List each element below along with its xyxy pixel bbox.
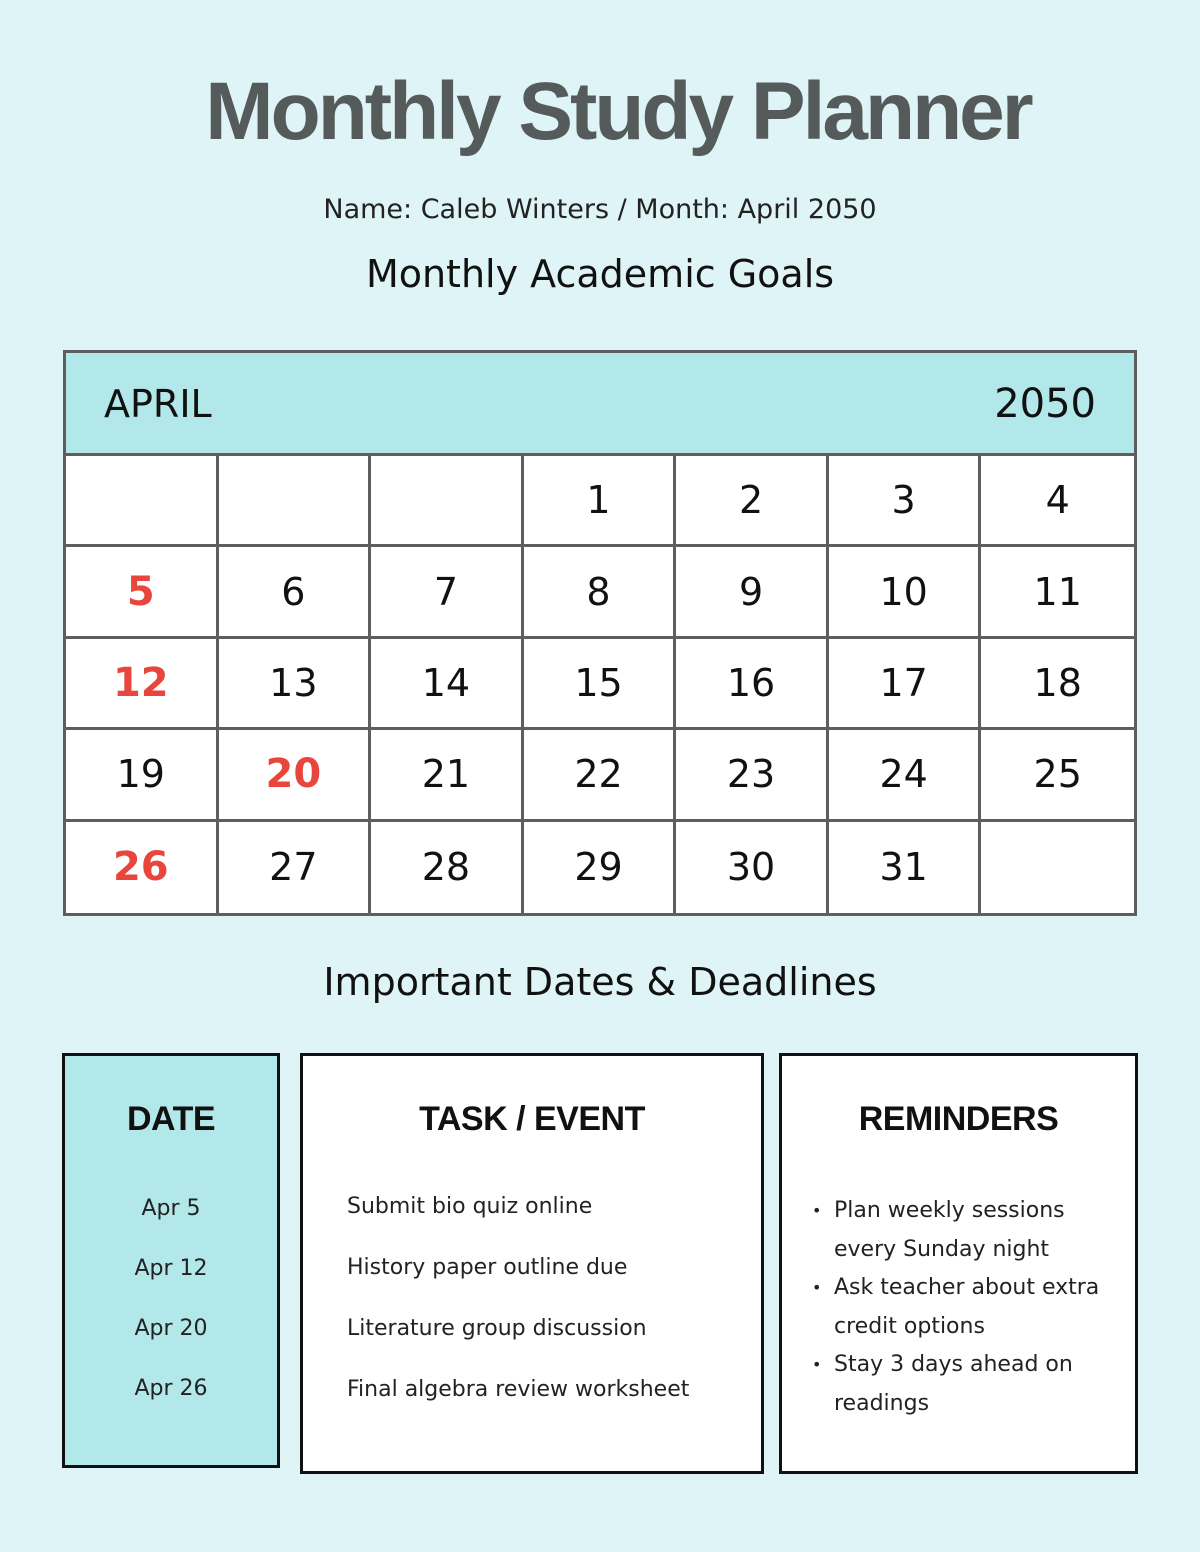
calendar-day: 24 bbox=[829, 730, 982, 821]
task-item: Submit bio quiz online bbox=[347, 1194, 593, 1219]
calendar-day: 28 bbox=[371, 822, 524, 913]
task-item: History paper outline due bbox=[347, 1255, 628, 1280]
calendar bbox=[63, 350, 1137, 916]
calendar-day: 30 bbox=[676, 822, 829, 913]
reminders-box bbox=[779, 1053, 1138, 1474]
reminders-box-title: REMINDERS bbox=[858, 1100, 1059, 1138]
calendar-day: 29 bbox=[524, 822, 677, 913]
calendar-day: 18 bbox=[981, 639, 1134, 730]
calendar-day: 25 bbox=[981, 730, 1134, 821]
date-item: Apr 20 bbox=[134, 1316, 208, 1341]
task-box bbox=[300, 1053, 764, 1474]
page-title: Monthly Study Planner bbox=[205, 66, 1031, 157]
deadlines-heading: Important Dates & Deadlines bbox=[323, 960, 877, 1004]
reminders-list bbox=[812, 1192, 1122, 1423]
reminder-item bbox=[812, 1192, 1122, 1269]
calendar-empty-cell bbox=[371, 456, 524, 547]
calendar-empty-cell bbox=[219, 456, 372, 547]
calendar-day: 6 bbox=[219, 547, 372, 638]
date-box bbox=[62, 1053, 280, 1468]
calendar-day: 10 bbox=[829, 547, 982, 638]
calendar-day: 27 bbox=[219, 822, 372, 913]
date-item: Apr 5 bbox=[141, 1196, 201, 1221]
reminder-text: Ask teacher about extra credit options bbox=[834, 1275, 1100, 1339]
calendar-day: 16 bbox=[676, 639, 829, 730]
task-box-title: TASK / EVENT bbox=[419, 1100, 645, 1138]
date-item: Apr 26 bbox=[134, 1376, 208, 1401]
reminder-item bbox=[812, 1269, 1122, 1346]
calendar-grid bbox=[66, 456, 1134, 913]
calendar-day: 15 bbox=[524, 639, 677, 730]
calendar-year: 2050 bbox=[994, 381, 1096, 427]
bullet-icon: • bbox=[812, 1201, 822, 1220]
calendar-day: 9 bbox=[676, 547, 829, 638]
goals-heading: Monthly Academic Goals bbox=[365, 252, 835, 296]
calendar-day: 22 bbox=[524, 730, 677, 821]
calendar-day: 2 bbox=[676, 456, 829, 547]
calendar-month: APRIL bbox=[104, 382, 212, 426]
reminder-item bbox=[812, 1346, 1122, 1423]
bullet-icon: • bbox=[812, 1355, 822, 1374]
calendar-day: 20 bbox=[219, 730, 372, 821]
calendar-day: 14 bbox=[371, 639, 524, 730]
calendar-day: 31 bbox=[829, 822, 982, 913]
calendar-day: 7 bbox=[371, 547, 524, 638]
calendar-day: 5 bbox=[66, 547, 219, 638]
calendar-empty-cell bbox=[981, 822, 1134, 913]
calendar-day: 19 bbox=[66, 730, 219, 821]
calendar-day: 13 bbox=[219, 639, 372, 730]
calendar-day: 21 bbox=[371, 730, 524, 821]
calendar-day: 23 bbox=[676, 730, 829, 821]
reminder-text: Stay 3 days ahead on readings bbox=[834, 1352, 1073, 1416]
calendar-empty-cell bbox=[66, 456, 219, 547]
task-item: Literature group discussion bbox=[347, 1316, 647, 1341]
calendar-day: 3 bbox=[829, 456, 982, 547]
calendar-day: 12 bbox=[66, 639, 219, 730]
calendar-day: 8 bbox=[524, 547, 677, 638]
calendar-day: 4 bbox=[981, 456, 1134, 547]
date-box-title: DATE bbox=[126, 1100, 216, 1138]
reminder-text: Plan weekly sessions every Sunday night bbox=[834, 1198, 1065, 1262]
task-item: Final algebra review worksheet bbox=[347, 1377, 690, 1402]
calendar-day: 11 bbox=[981, 547, 1134, 638]
calendar-header bbox=[66, 353, 1134, 456]
date-item: Apr 12 bbox=[134, 1256, 208, 1281]
calendar-day: 17 bbox=[829, 639, 982, 730]
calendar-day: 26 bbox=[66, 822, 219, 913]
bullet-icon: • bbox=[812, 1278, 822, 1297]
name-month-line: Name: Caleb Winters / Month: April 2050 bbox=[323, 194, 877, 225]
calendar-day: 1 bbox=[524, 456, 677, 547]
